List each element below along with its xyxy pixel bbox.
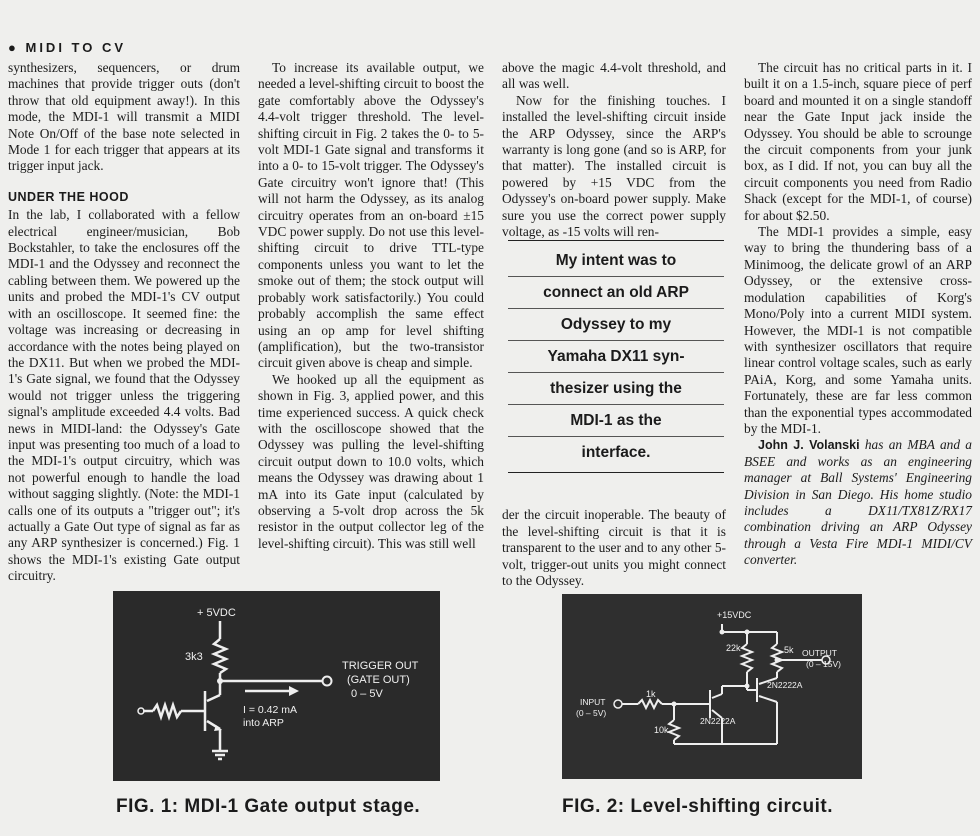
column-4 <box>744 60 972 569</box>
fig1-output-label-1: TRIGGER OUT <box>342 660 419 672</box>
figure-1-caption: FIG. 1: MDI-1 Gate output stage. <box>116 796 421 817</box>
section-title: MIDI TO CV <box>25 40 127 55</box>
pull-quote-line: MDI-1 as the <box>508 405 724 437</box>
fig2-r2-label: 5k <box>784 645 794 655</box>
col3-paragraph-1: above the magic 4.4-volt threshold, and all was well. <box>502 60 726 92</box>
col3-paragraph-2: Now for the finishing touches. I installed the level-shifting circuit inside the ARP Odyssey, since the ARP's warranty is long gone (and so is ARP, for that matter). The installed circuit is powered by +15 VDC from the Odyssey's on-board power supply. Make sure you use the correct power supply voltage, as -15 volts will ren- <box>502 92 726 240</box>
pull-quote-line: My intent was to <box>508 245 724 277</box>
fig2-q2-label: 2N2222A <box>767 680 803 690</box>
pull-quote-line: Yamaha DX11 syn- <box>508 341 724 373</box>
fig2-output-label-1: OUTPUT <box>802 648 837 658</box>
section-header <box>8 40 126 55</box>
author-bio-text: has an MBA and a BSEE and works as an engineering manager at Ball Systems' Engineering Division in San Diego. His home studio includes a DX11/TX81Z/RX17 combination driving an ARP Odyssey through a Vesta Fire MDI-1 MIDI/CV converter. <box>744 437 973 568</box>
column-3-top <box>502 60 726 240</box>
fig1-current-label-2: into ARP <box>243 717 284 729</box>
col4-paragraph-1: The circuit has no critical parts in it. I built it on a 1.5-inch, square piece of perf board and mounted it on a single standoff near the Gate Input jack inside the Odyssey. You should be able to scrounge the circuit components from your junk box, as I did. If not, you can buy all the circuit components you need from Radio Shack (except for the MDI-1, of course) for about $2.50. <box>744 60 972 223</box>
figure-2-diagram <box>562 594 862 779</box>
fig2-r1-label: 22k <box>726 643 741 653</box>
fig2-supply-label: +15VDC <box>717 610 752 620</box>
fig2-r4-label: 10k <box>654 725 669 735</box>
fig2-output-label-2: (0 – 15V) <box>806 659 841 669</box>
figure-2-schematic <box>562 594 862 779</box>
author-bio <box>744 437 972 568</box>
column-2 <box>258 60 484 552</box>
fig1-supply-label: + 5VDC <box>197 607 236 619</box>
pull-quote-line: thesizer using the <box>508 373 724 405</box>
fig1-output-label-2: (GATE OUT) <box>347 674 410 686</box>
subhead-under-the-hood: UNDER THE HOOD <box>8 189 129 204</box>
col2-paragraph-2: We hooked up all the equipment as shown in Fig. 3, applied power, and this time experienced success. A quick check with the oscilloscope showed that the Odyssey was pulling the level-shifting circuit output down to 10.0 volts, which means the Odyssey was drawing about 1 mA into its Gate input (calculated by observing a 5-volt drop across the 5k resistor in the output collector leg of the level-shifting circuit). This was still well <box>258 371 484 551</box>
fig2-q1-label: 2N2222A <box>700 716 736 726</box>
col1-paragraph-1: synthesizers, sequencers, or drum machines that provide trigger outs (don't throw that old equipment away!). In this mode, the MDI-1 will transmit a MIDI Note On/Off of the base note selected in Mode 1 for each trigger that appears at its trigger input jack. <box>8 60 240 174</box>
pull-quote-line: interface. <box>581 444 651 461</box>
col3-paragraph-3: der the circuit inoperable. The beauty of the level-shifting circuit is that it is transparent to the user and to any other 5-volt, trigger-out units you might connect to the Odyssey. <box>502 507 726 589</box>
column-1 <box>8 60 240 585</box>
bullet-icon: ● <box>8 40 19 55</box>
author-name: John J. Volanski <box>758 438 860 453</box>
col1-paragraph-2: In the lab, I collaborated with a fellow electrical engineer/musician, Bob Bockstahler, to take the enclosures off the MDI-1 and the Odyssey and reconnect the cabling between them. We powered up the units and probed the MDI-1's CV output with an oscilloscope. It seemed fine: the voltage was increasing or decreasing in accordance with the notes being played on the DX11. But when we probed the MDI-1's Gate signal, we found that the Odyssey would not trigger unless the triggering signal's amplitude exceeded 4.4 volts. Bad news in MIDI-land: the Odyssey's Gate input was presenting too much of a load to the MDI-1's output circuitry, which was not powerful enough to handle the load without sagging slightly. (Note: the MDI-1 calls one of its outputs a "trigger out"; it's actually a Gate Out type of signal as far as any ARP synthesizer is concerned.) Fig. 1 shows the MDI-1's existing Gate output circuitry. <box>8 207 240 584</box>
pull-quote-line: Odyssey to my <box>508 309 724 341</box>
pull-quote-line: connect an old ARP <box>508 277 724 309</box>
fig1-current-label-1: I = 0.42 mA <box>243 704 297 716</box>
pull-quote <box>508 240 724 473</box>
col4-paragraph-2: The MDI-1 provides a simple, easy way to bring the thundering bass of a Minimoog, the delicate growl of an ARP Odyssey, or the extensive cross-modulation capabilities of Korg's Mono/Poly into a current MIDI system. However, the MDI-1 is not compatible with synthesizer oscillators that require linear control voltage scales, such as early PAiA, Korg, and some Yamaha units. Fortunately, these are far less common than the exponential types accommodated by the MDI-1. <box>744 224 972 436</box>
figure-1-diagram <box>113 591 440 781</box>
col2-paragraph-1: To increase its available output, we needed a level-shifting circuit to boost the gate comfortably above the Odyssey's 4.4-volt trigger threshold. The level-shifting circuit in Fig. 2 takes the 0- to 5-volt MDI-1 Gate signal and transforms it into a 0- to 15-volt trigger. The Odyssey's Gate circuitry won't ignore that! (This will not harm the Odyssey, as its analog circuitry operates from an on-board ±15 VDC power supply. Do not use this level-shifting circuit to drive TTL-type components unless you want to let the smoke out of them; the stock output will probably work satisfactorily.) You could probably accomplish the same effect using an op amp for level shifting (amplification), but the two-transistor circuit given above is cheap and simple. <box>258 60 484 371</box>
figure-2-caption: FIG. 2: Level-shifting circuit. <box>562 796 833 817</box>
fig2-input-label-1: INPUT <box>580 697 606 707</box>
column-3-bottom <box>502 494 726 603</box>
fig2-input-label-2: (0 – 5V) <box>576 708 607 718</box>
figure-1-schematic <box>113 591 440 781</box>
fig1-resistor-label: 3k3 <box>185 651 203 663</box>
fig1-output-label-3: 0 – 5V <box>351 688 383 700</box>
fig2-r3-label: 1k <box>646 689 656 699</box>
